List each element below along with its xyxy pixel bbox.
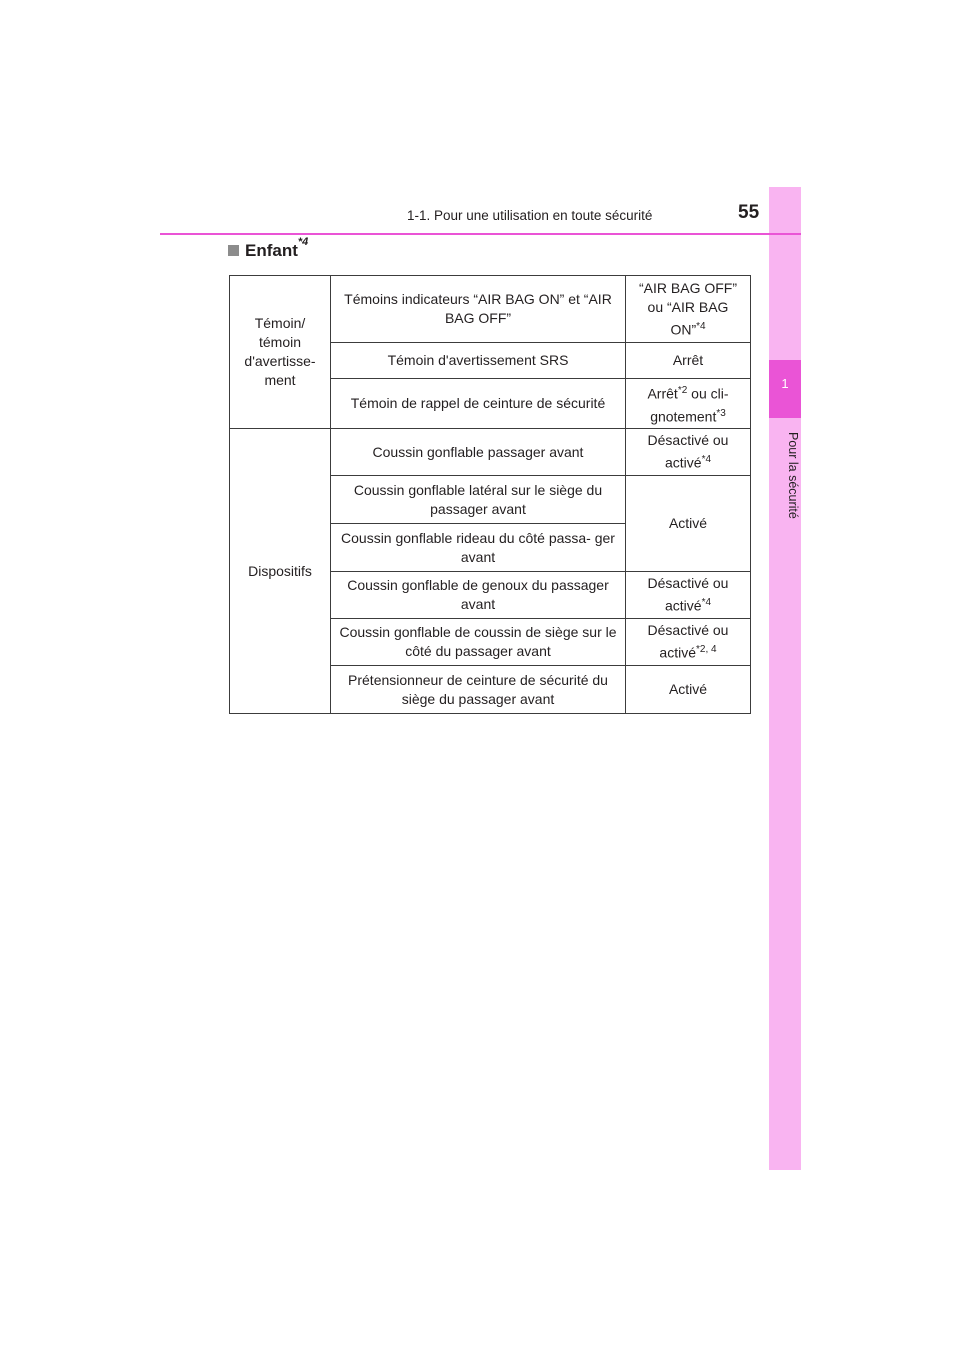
header-col3-text: “AIR BAG OFF” ou “AIR BAG ON” [639,279,737,338]
row-state [626,379,751,429]
row-note-a: *2 [677,385,688,396]
row-state: Arrêt [626,343,751,379]
row-state [626,572,751,619]
row-state-a: Arrêt [647,385,678,402]
heading-label: Enfant [245,241,298,260]
chapter-number: 1 [781,376,789,391]
row-item: Témoin de rappel de ceinture de sécurité [331,379,626,429]
header-col3 [626,276,751,343]
row-state [626,619,751,666]
chapter-side-tab [769,187,801,1170]
row-note-b: *3 [716,407,726,419]
row-note: *2, 4 [696,644,717,656]
row-item: Témoin d'avertissement SRS [331,343,626,379]
row-state-text: Désactivé ou activé [647,432,729,472]
row-state-b: ou cli- gnotement [650,385,729,425]
row-note: *4 [701,597,712,609]
header-col3-note: *4 [696,320,706,332]
row-note: *4 [701,454,712,466]
table-row [230,276,751,343]
group-label-devices: Dispositifs [230,429,331,714]
row-state [626,429,751,476]
row-item: Prétensionneur de ceinture de sécurité du siège du passager avant [331,666,626,714]
page-number: 55 [738,202,760,223]
row-item: Coussin gonflable latéral sur le siège du passager avant [331,476,626,524]
table-row [230,429,751,476]
row-state-text: Désactivé ou activé [647,622,729,662]
square-bullet-icon [228,245,239,256]
section-title: 1-1. Pour une utilisation en toute sécurité [407,208,653,223]
row-item: Coussin gonflable passager avant [331,429,626,476]
row-item: Coussin gonflable rideau du côté passa- ger avant [331,524,626,572]
row-item: Coussin gonflable de coussin de siège sur le côté du passager avant [331,619,626,666]
chapter-title: Pour la sécurité [786,432,800,519]
row-state: Activé [626,476,751,572]
airbag-status-table [229,275,751,714]
group-label-indicators: Témoin/ témoin d'avertisse- ment [230,276,331,429]
section-heading [228,236,309,261]
header-rule [160,233,801,235]
row-state-text: Désactivé ou activé [647,575,729,615]
heading-footnote: *4 [297,236,309,248]
row-state: Activé [626,666,751,714]
row-item: Coussin gonflable de genoux du passager avant [331,572,626,619]
header-col2: Témoins indicateurs “AIR BAG ON” et “AIR BAG OFF” [331,276,626,343]
